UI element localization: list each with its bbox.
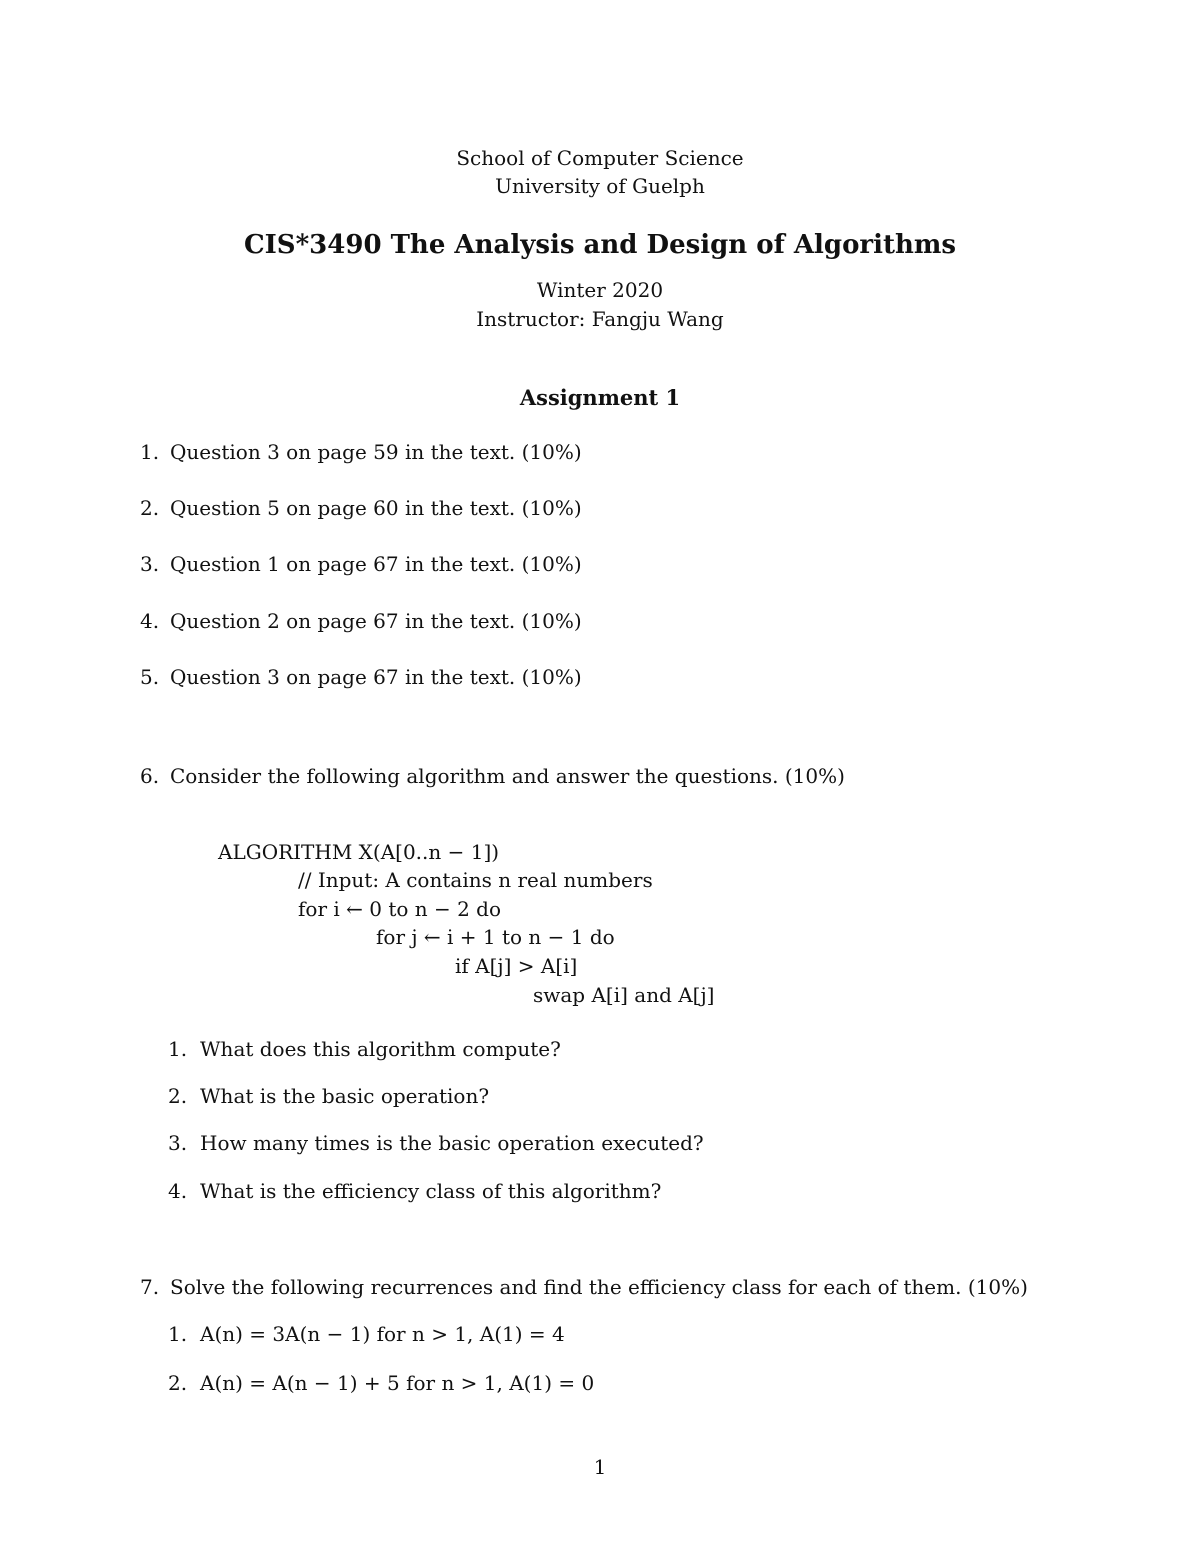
question-item: 4. Question 2 on page 67 in the text. (10%): [140, 609, 582, 633]
recurrence-formula: A(n) = A(n − 1) + 5 for n > 1, A(1) = 0: [200, 1371, 595, 1395]
algorithm-action: swap A[i] and A[j]: [533, 983, 715, 1007]
university-name: University of Guelph: [495, 174, 705, 198]
algorithm-header: ALGORITHM X(A[0..n − 1]): [218, 840, 500, 864]
question-item: 5. Question 3 on page 67 in the text. (10%): [140, 665, 582, 689]
subquestion-item: 3. How many times is the basic operation executed?: [168, 1131, 704, 1155]
page-number: 1: [593, 1455, 607, 1479]
question-text: Question 5 on page 60 in the text. (10%): [170, 496, 582, 520]
school-name: School of Computer Science: [456, 146, 744, 170]
question-item: 2. Question 5 on page 60 in the text. (10%): [140, 496, 582, 520]
term: Winter 2020: [536, 278, 664, 302]
question-text: Question 2 on page 67 in the text. (10%): [170, 609, 582, 633]
question-text: Question 3 on page 59 in the text. (10%): [170, 440, 582, 464]
recurrence-formula: A(n) = 3A(n − 1) for n > 1, A(1) = 4: [200, 1322, 565, 1346]
question-text: Consider the following algorithm and answer the questions. (10%): [170, 764, 845, 788]
question-item: 1. Question 3 on page 59 in the text. (10%): [140, 440, 582, 464]
recurrence-item: 1. A(n) = 3A(n − 1) for n > 1, A(1) = 4: [168, 1322, 565, 1346]
subquestion-item: 2. What is the basic operation?: [168, 1084, 490, 1108]
question-item-7: 7. Solve the following recurrences and find the efficiency class for each of them. (10%): [140, 1275, 1028, 1299]
recurrence-item: 2. A(n) = A(n − 1) + 5 for n > 1, A(1) = 0: [168, 1371, 595, 1395]
instructor: Instructor: Fangju Wang: [476, 307, 724, 331]
algorithm-condition: if A[j] > A[i]: [455, 954, 578, 978]
subquestion-item: 4. What is the efficiency class of this algorithm?: [168, 1179, 662, 1203]
algorithm-comment: // Input: A contains n real numbers: [298, 868, 653, 892]
question-text: Question 1 on page 67 in the text. (10%): [170, 552, 582, 576]
question-item-6: 6. Consider the following algorithm and answer the questions. (10%): [140, 764, 845, 788]
question-text: Solve the following recurrences and find the efficiency class for each of them. (10%): [170, 1275, 1028, 1299]
assignment-title: Assignment 1: [519, 385, 681, 410]
course-title: CIS*3490 The Analysis and Design of Algorithms: [243, 230, 957, 260]
question-item: 3. Question 1 on page 67 in the text. (10%): [140, 552, 582, 576]
algorithm-outer-loop: for i ← 0 to n − 2 do: [298, 897, 502, 921]
question-text: Question 3 on page 67 in the text. (10%): [170, 665, 582, 689]
algorithm-inner-loop: for j ← i + 1 to n − 1 do: [376, 925, 615, 949]
subquestion-item: 1. What does this algorithm compute?: [168, 1037, 561, 1061]
